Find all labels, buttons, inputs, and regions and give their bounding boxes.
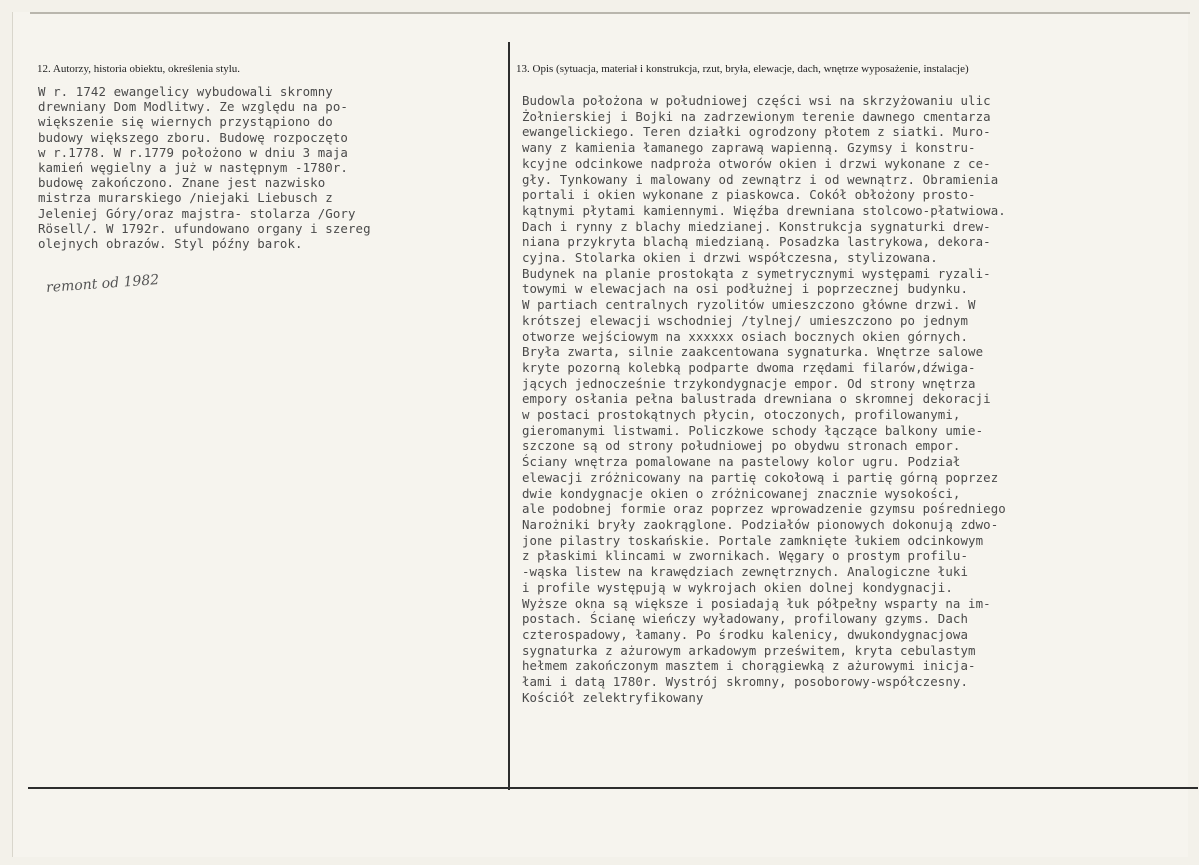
- description-text-line: hełmem zakończonym masztem i chorągiewką z ażurowymi inicja-: [522, 658, 976, 674]
- description-text-line: Budowla położona w południowej części wsi na skrzyżowaniu ulic: [522, 93, 991, 108]
- bottom-border-line: [28, 787, 1198, 789]
- description-text-line: kcyjne odcinkowe nadproża otworów okien i drzwi wykonane z ce-: [522, 155, 991, 171]
- history-text-line: W r. 1742 ewangelicy wybudowali skromny: [38, 84, 333, 99]
- description-text-line: -wąska listew na krawędziach zewnętrznych. Analogiczne łuki: [522, 564, 969, 580]
- description-text-block: [522, 93, 1006, 705]
- column-divider: [508, 42, 510, 790]
- section-12-heading: 12. Autorzy, historia obiektu, określenia stylu.: [37, 63, 241, 75]
- history-text-line: mistrza murarskiego /niejaki Liebusch z: [38, 190, 333, 206]
- description-text-line: sygnaturka z ażurowym arkadowym prześwitem, kryta cebulastym: [522, 642, 976, 658]
- description-text-line: dwie kondygnacje okien o zróżnicowanej znacznie wysokości,: [522, 485, 961, 501]
- description-text-line: portali i okien wykonane z piaskowca. Cokół obłożony prosto-: [522, 187, 976, 203]
- top-border-line: [30, 12, 1190, 14]
- history-text-line: olejnych obrazów. Styl późny barok.: [38, 236, 303, 252]
- history-text-line: drewniany Dom Modlitwy. Ze względu na po-: [38, 99, 348, 115]
- description-text-line: Narożniki bryły zaokrąglone. Podziałów pionowych dokonują zdwo-: [522, 516, 999, 532]
- description-text-line: towymi w elewacjach na osi podłużnej i poprzecznej budynku.: [522, 281, 969, 297]
- handwritten-note: remont od 1982: [45, 272, 160, 296]
- description-text-line: Bryła zwarta, silnie zaakcentowana sygnaturka. Wnętrze salowe: [522, 344, 984, 360]
- description-text-line: elewacji zróżnicowany na partię cokołową i partię górną poprzez: [522, 469, 999, 485]
- history-text-line: kamień węgielny a już w następnym -1780r.: [38, 160, 348, 176]
- description-text-line: krótszej elewacji wschodniej /tylnej/ umieszczono po jednym: [522, 312, 969, 328]
- history-text-line: budowy większego zboru. Budowę rozpoczęto: [38, 129, 348, 145]
- history-text-line: Jeleniej Góry/oraz majstra- stolarza /Gory: [38, 205, 356, 221]
- description-text-line: gły. Tynkowany i malowany od zewnątrz i od wewnątrz. Obramienia: [522, 171, 999, 187]
- description-text-line: łami i datą 1780r. Wystrój skromny, posoborowy-współczesny.: [522, 674, 969, 690]
- description-text-line: i profile występują w wykrojach okien dolnej kondygnacji.: [522, 579, 953, 595]
- description-text-line: ewangelickiego. Teren działki ogrodzony płotem z siatki. Muro-: [522, 124, 991, 140]
- description-text-line: Kościół zelektryfikowany: [522, 689, 704, 705]
- description-text-line: Ściany wnętrza pomalowane na pastelowy kolor ugru. Podział: [522, 454, 961, 470]
- history-text-line: Rösell/. W 1792r. ufundowano organy i szereg: [38, 220, 371, 236]
- description-text-line: otworze wejściowym na xxxxxx osiach bocznych okien górnych.: [522, 328, 969, 344]
- history-text-block: [38, 84, 371, 251]
- description-text-line: kryte pozorną kolebką podparte dwoma rzędami filarów,dźwiga-: [522, 359, 976, 375]
- description-text-line: z płaskimi klincami w zwornikach. Węgary o prostym profilu-: [522, 548, 969, 564]
- description-text-line: jone pilastry toskańskie. Portale zamknięte łukiem odcinkowym: [522, 532, 984, 548]
- history-text-line: większenie się wiernych przystąpiono do: [38, 114, 333, 130]
- description-text-line: kątnymi płytami kamiennymi. Więźba drewniana stolcowo-płatwiowa.: [522, 202, 1006, 218]
- description-text-line: postach. Ścianę wieńczy wyładowany, profilowany gzyms. Dach: [522, 611, 969, 627]
- description-text-line: jących jednocześnie trzykondygnacje empor. Od strony wnętrza: [522, 375, 976, 391]
- description-text-line: cyjna. Stolarka okien i drzwi współczesna, stylizowana.: [522, 250, 938, 266]
- description-text-line: ale podobnej formie oraz poprzez wprowadzenie gzymsu pośredniego: [522, 501, 1006, 517]
- description-text-line: w postaci prostokątnych płycin, otoczonych, profilowanymi,: [522, 407, 961, 423]
- description-text-line: wany z kamienia łamanego zaprawą wapienną. Gzymsy i konstru-: [522, 140, 976, 156]
- description-text-line: Budynek na planie prostokąta z symetrycznymi występami ryzali-: [522, 265, 991, 281]
- description-text-line: niana przykryta blachą miedzianą. Posadzka lastrykowa, dekora-: [522, 234, 991, 250]
- description-text-line: Dach i rynny z blachy miedzianej. Konstrukcja sygnaturki drew-: [522, 218, 991, 234]
- description-text-line: W partiach centralnych ryzolitów umieszczono główne drzwi. W: [522, 297, 976, 313]
- description-text-line: szczone są od strony południowej po obydwu stronach empor.: [522, 438, 961, 454]
- description-text-line: gieromanymi listwami. Policzkowe schody łączące balkony umie-: [522, 422, 984, 438]
- history-text-line: w r.1778. W r.1779 położono w dniu 3 maja: [38, 144, 348, 160]
- description-text-line: empory osłania pełna balustrada drewniana o skromnej dekoracji: [522, 391, 991, 407]
- description-text-line: Wyższe okna są większe i posiadają łuk półpełny wsparty na im-: [522, 595, 991, 611]
- description-text-line: Żołnierskiej i Bojki na zadrzewionym terenie dawnego cmentarza: [522, 108, 991, 124]
- history-text-line: budowę zakończono. Znane jest nazwisko: [38, 175, 326, 191]
- description-text-line: czterospadowy, łamany. Po środku kalenicy, dwukondygnacjowa: [522, 626, 969, 642]
- section-13-heading: 13. Opis (sytuacja, materiał i konstrukcja, rzut, bryła, elewacje, dach, wnętrze wyposażenie, instalacje): [516, 63, 969, 75]
